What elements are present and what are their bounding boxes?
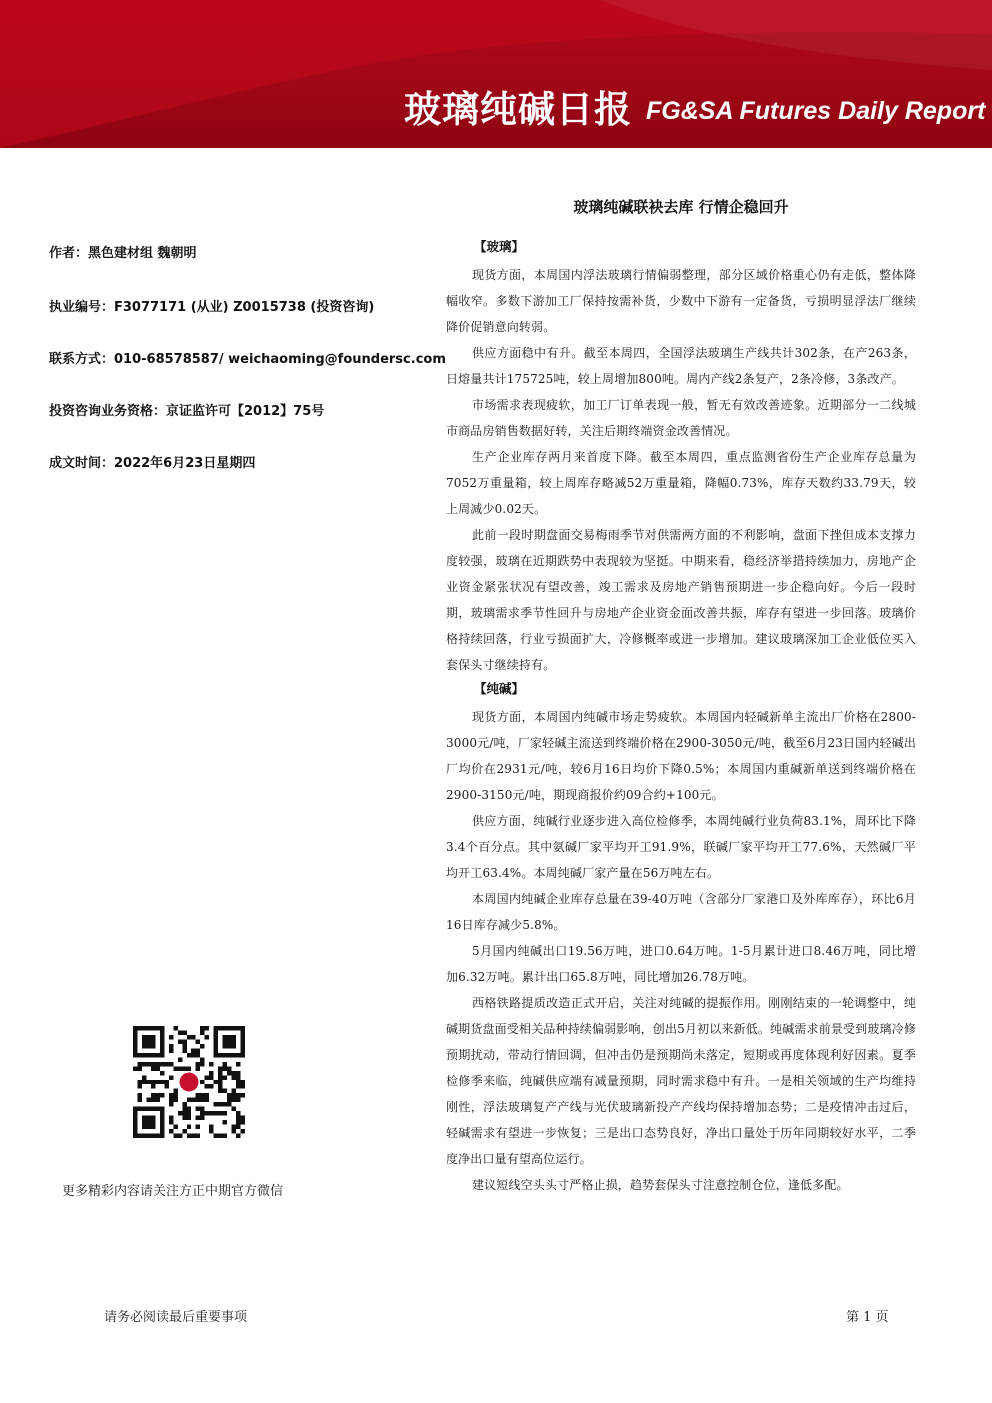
section-heading-glass: 【玻璃】 — [474, 239, 525, 254]
wechat-qr-code — [133, 1026, 245, 1138]
paragraph: 生产企业库存两月来首度下降。截至本周四，重点监测省份生产企业库存总量为7052万重量箱，较上周库存略减52万重量箱，降幅0.73%，库存天数约33.79天，较上周减少0.02天。 — [446, 450, 916, 516]
header-title-en: FG&SA Futures Daily Report — [646, 97, 986, 125]
paragraph: 供应方面稳中有升。截至本周四，全国浮法玻璃生产线共计302条，在产263条，日熔量共计175725吨，较上周增加800吨。周内产线2条复产，2条冷修，3条改产。 — [446, 346, 916, 386]
date-line: 成文时间：2022年6月23日星期四 — [49, 456, 256, 471]
author-line: 作者：黑色建材组 魏朝明 — [49, 246, 197, 261]
report-title: 玻璃纯碱联袂去库 行情企稳回升 — [573, 198, 789, 216]
qr-caption: 更多精彩内容请关注方正中期官方微信 — [62, 1184, 284, 1199]
paragraph: 西格铁路提质改造正式开启，关注对纯碱的提振作用。刚刚结束的一轮调整中，纯碱期货盘面受相关品种持续偏弱影响，创出5月初以来新低。纯碱需求前景受到玻璃冷修预期扰动，带动行情回调，但冲击仍是预期尚未落定，短期或再度体现利好因素。夏季检修季来临，纯碱供应端有减量预期，同时需求稳中有升。一是相关领域的生产均维持刚性，浮法玻璃复产产线与光伏玻璃新投产产线均保持增加态势；二是疫情冲击过后，轻碱需求有望进一步恢复；三是出口态势良好，净出口量处于历年同期较好水平，二季度净出口量有望高位运行。 — [446, 996, 916, 1166]
contact-line: 联系方式：010-68578587/ weichaoming@foundersc.com — [49, 352, 446, 367]
glass-section — [446, 236, 916, 678]
paragraph: 现货方面，本周国内纯碱市场走势疲软。本周国内轻碱新单主流出厂价格在2800-3000元/吨，厂家轻碱主流送到终端价格在2900-3050元/吨，截至6月23日国内轻碱出厂均价在2931元/吨，较6月16日均价下降0.5%；本周国内重碱新单送到终端价格在2900-3150元/吨，期现商报价约09合约+100元。 — [446, 710, 916, 802]
paragraph: 本周国内纯碱企业库存总量在39-40万吨（含部分厂家港口及外库库存），环比6月16日库存减少5.8%。 — [446, 892, 916, 932]
section-heading-soda-ash: 【纯碱】 — [474, 681, 525, 696]
paragraph: 5月国内纯碱出口19.56万吨，进口0.64万吨。1-5月累计进口8.46万吨，同比增加6.32万吨。累计出口65.8万吨，同比增加26.78万吨。 — [446, 944, 916, 984]
header-banner — [0, 0, 992, 148]
page-number: 第 1 页 — [846, 1310, 889, 1325]
license-number-line: 执业编号：F3077171 (从业) Z0015738 (投资咨询) — [49, 300, 375, 315]
qualification-line: 投资咨询业务资格：京证监许可【2012】75号 — [49, 404, 325, 419]
paragraph: 现货方面，本周国内浮法玻璃行情偏弱整理，部分区域价格重心仍有走低，整体降幅收窄。多数下游加工厂保持按需补货，少数中下游有一定备货，亏损明显浮法厂继续降价促销意向转弱。 — [446, 268, 916, 334]
qr-logo-icon — [180, 1073, 199, 1092]
header-title-cn: 玻璃纯碱日报 — [404, 88, 632, 131]
footer-disclaimer-note: 请务必阅读最后重要事项 — [104, 1310, 248, 1325]
report-body — [446, 236, 916, 1198]
paragraph: 此前一段时期盘面交易梅雨季节对供需两方面的不利影响，盘面下挫但成本支撑力度较强，玻璃在近期跌势中表现较为坚挺。中期来看，稳经济举措持续加力，房地产企业资金紧张状况有望改善，竣工需求及房地产销售预期进一步企稳向好。今后一段时期，玻璃需求季节性回升与房地产企业资金面改善共振，库存有望进一步回落。玻璃价格持续回落，行业亏损面扩大，冷修概率或进一步增加。建议玻璃深加工企业低位买入套保头寸继续持有。 — [446, 528, 916, 672]
soda-ash-section — [446, 678, 916, 1198]
paragraph: 市场需求表现疲软，加工厂订单表现一般，暂无有效改善迹象。近期部分一二线城市商品房销售数据好转，关注后期终端资金改善情况。 — [446, 398, 916, 438]
paragraph: 建议短线空头头寸严格止损，趋势套保头寸注意控制仓位，逢低多配。 — [472, 1178, 849, 1192]
paragraph: 供应方面，纯碱行业逐步进入高位检修季，本周纯碱行业负荷83.1%，周环比下降3.4个百分点。其中氨碱厂家平均开工91.9%，联碱厂家平均开工77.6%，天然碱厂平均开工63.4%。本周纯碱厂家产量在56万吨左右。 — [446, 814, 916, 880]
